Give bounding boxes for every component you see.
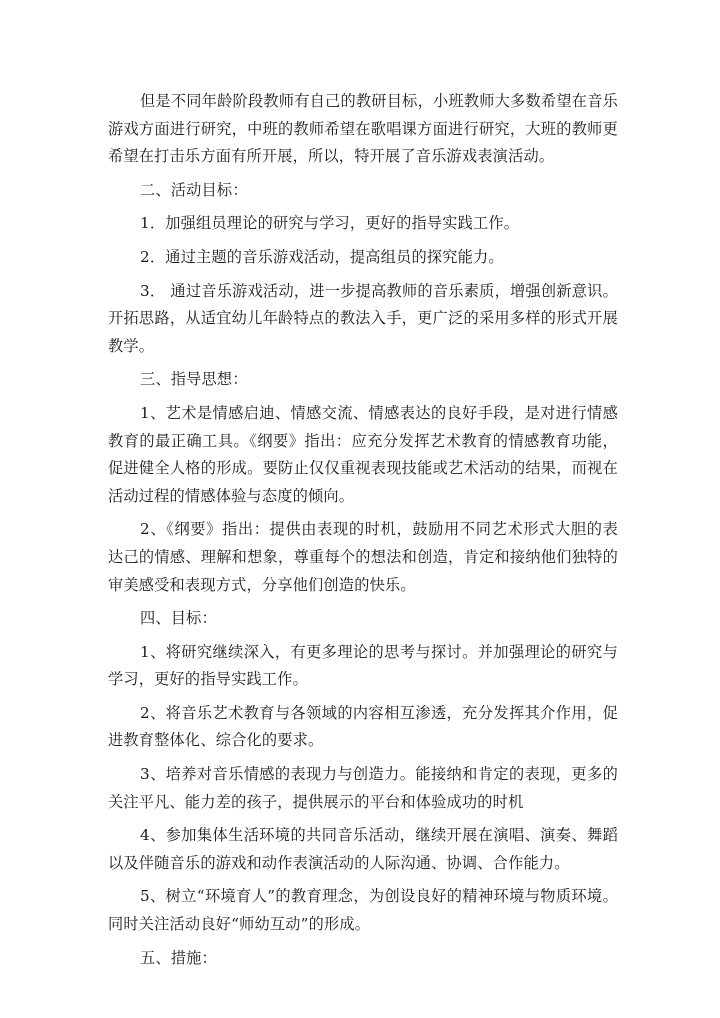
section-heading-activity-goals: 二、活动目标：	[140, 180, 248, 199]
activity-goal-item-1: 1．加强组员理论的研究与学习，更好的指导实践工作。	[140, 214, 520, 233]
guiding-idea-item-1: 1、艺术是情感启迪、情感交流、情感表达的良好手段，是对进行情感教育的最正确工具。《纲要》指出：应充分发挥艺术教育的情感教育功能，促进健全人格的形成。要防止仅仅重视表现技能或艺术活动的结果，而视在活动过程的情感体验与态度的倾向。	[108, 403, 618, 505]
objective-item-5: 5、树立“环境育人”的教育理念，为创设良好的精神环境与物质环境。同时关注活动良好“师幼互动”的形成。	[108, 887, 618, 934]
activity-goal-item-3: 3． 通过音乐游戏活动，进一步提高教师的音乐素质，增强创新意识。开拓思路，从适宜幼儿年龄特点的教法入手，更广泛的采用多样的形式开展教学。	[108, 281, 618, 355]
objective-item-3: 3、培养对音乐情感的表现力与创造力。能接纳和肯定的表现，更多的关注平凡、能力差的孩子，提供展示的平台和体验成功的时机	[108, 765, 618, 811]
document-body	[108, 88, 618, 978]
activity-goal-item-2: 2．通过主题的音乐游戏活动，提高组员的探究能力。	[140, 247, 504, 266]
objective-item-2: 2、将音乐艺术教育与各领域的内容相互渗透，充分发挥其介作用，促进教育整体化、综合化的要求。	[108, 703, 618, 750]
intro-paragraph: 但是不同年龄阶段教师有自己的教研目标，小班教师大多数希望在音乐游戏方面进行研究，中班的教师希望在歌唱课方面进行研究，大班的教师更希望在打击乐方面有所开展，所以，特开展了音乐游戏表演活动。	[108, 92, 618, 166]
section-heading-measures: 五、措施：	[140, 948, 217, 967]
section-heading-guiding-ideas: 三、指导思想：	[140, 370, 248, 389]
objective-item-1: 1、将研究继续深入，有更多理论的思考与探讨。并加强理论的研究与学习，更好的指导实践工作。	[108, 642, 618, 689]
objective-item-4: 4、参加集体生活环境的共同音乐活动，继续开展在演唱、演奏、舞蹈以及伴随音乐的游戏和动作表演活动的人际沟通、协调、合作能力。	[108, 826, 618, 872]
section-heading-objectives: 四、目标：	[140, 609, 217, 628]
guiding-idea-item-2: 2、《纲要》指出：提供由表现的时机，鼓励用不同艺术形式大胆的表达己的情感、理解和想象，尊重每个的想法和创造，肯定和接纳他们独特的审美感受和表现方式，分享他们创造的快乐。	[108, 520, 618, 594]
